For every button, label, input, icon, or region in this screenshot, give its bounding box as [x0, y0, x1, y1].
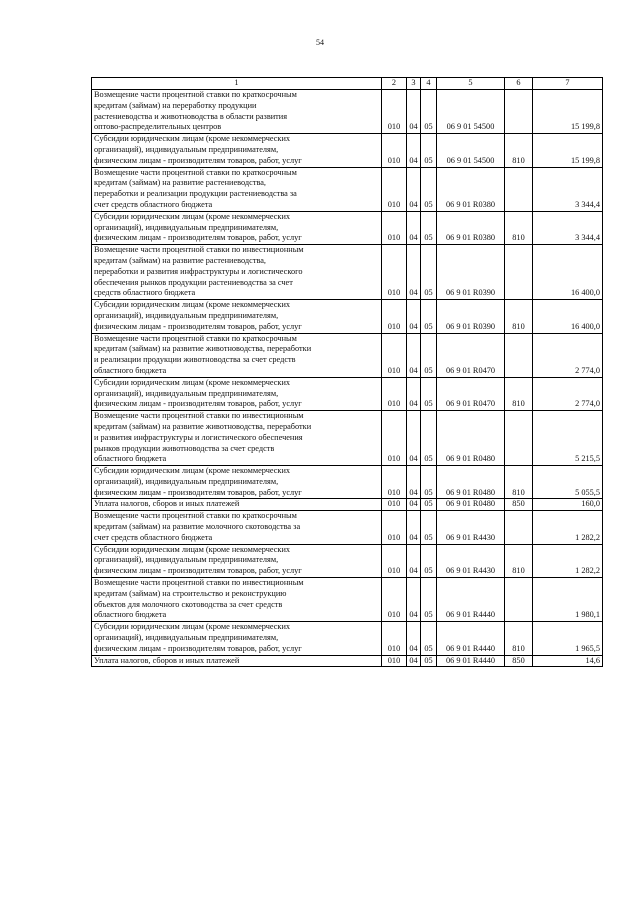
cell-ministry-code: 010	[382, 211, 407, 244]
table-header-row	[92, 78, 603, 90]
cell-subsection: 05	[421, 411, 437, 466]
cell-target-article: 06 9 01 54500	[437, 134, 505, 167]
cell-amount: 3 344,4	[533, 167, 603, 211]
description-line: организаций), индивидуальным предпринимателям,	[94, 310, 279, 320]
cell-target-article: 06 9 01 R0480	[437, 499, 505, 511]
header-cell: 2	[382, 78, 407, 90]
cell-section: 04	[407, 211, 421, 244]
cell-subsection: 05	[421, 377, 437, 410]
table-row	[92, 655, 603, 667]
description-line: областного бюджета	[94, 610, 167, 620]
cell-ministry-code: 010	[382, 511, 407, 544]
description-line: физическим лицам - производителям товаров, работ, услуг	[94, 643, 302, 653]
table-row	[92, 245, 603, 300]
cell-expense-type	[505, 333, 533, 377]
cell-amount: 15 199,8	[533, 90, 603, 134]
description-line: Субсидии юридическим лицам (кроме некоммерческих	[94, 300, 291, 310]
cell-expense-type	[505, 578, 533, 622]
cell-section: 04	[407, 300, 421, 333]
cell-description	[92, 578, 382, 622]
cell-description	[92, 300, 382, 333]
description-line: Субсидии юридическим лицам (кроме некоммерческих	[94, 211, 291, 221]
table-row	[92, 333, 603, 377]
cell-target-article: 06 9 01 R0380	[437, 167, 505, 211]
description-line: организаций), индивидуальным предпринимателям,	[94, 388, 279, 398]
cell-ministry-code: 010	[382, 167, 407, 211]
cell-expense-type	[505, 90, 533, 134]
cell-target-article: 06 9 01 R0470	[437, 333, 505, 377]
cell-amount: 5 215,5	[533, 411, 603, 466]
cell-amount: 160,0	[533, 499, 603, 511]
description-line: и развития инфраструктуры и логистического обеспечения	[94, 432, 303, 442]
description-line: Возмещение части процентной ставки по краткосрочным	[94, 90, 297, 99]
cell-target-article: 06 9 01 R0390	[437, 245, 505, 300]
cell-section: 04	[407, 578, 421, 622]
description-line: физическим лицам - производителям товаров, работ, услуг	[94, 233, 302, 243]
cell-ministry-code: 010	[382, 134, 407, 167]
cell-expense-type	[505, 245, 533, 300]
description-line: Субсидии юридическим лицам (кроме некоммерческих	[94, 622, 291, 632]
cell-description	[92, 499, 382, 511]
cell-description	[92, 466, 382, 499]
description-line: обеспечения рынков продукции растениеводства за счет	[94, 277, 293, 287]
table-row	[92, 377, 603, 410]
description-line: кредитам (займам) на развитие растениеводства,	[94, 178, 267, 188]
description-line: оптово-распределительных центров	[94, 122, 222, 132]
cell-subsection: 05	[421, 245, 437, 300]
description-line: Возмещение части процентной ставки по краткосрочным	[94, 333, 297, 343]
cell-section: 04	[407, 544, 421, 577]
cell-target-article: 06 9 01 R4430	[437, 544, 505, 577]
cell-expense-type	[505, 167, 533, 211]
description-line: организаций), индивидуальным предпринимателям,	[94, 476, 279, 486]
header-cell: 3	[407, 78, 421, 90]
description-line: растениеводства и животноводства в области развития	[94, 111, 288, 121]
description-line: счет средств областного бюджета	[94, 199, 213, 209]
cell-section: 04	[407, 377, 421, 410]
description-line: кредитам (займам) на строительство и реконструкцию	[94, 588, 287, 598]
table-row	[92, 134, 603, 167]
table-row	[92, 167, 603, 211]
table-row	[92, 511, 603, 544]
description-line: Субсидии юридическим лицам (кроме некоммерческих	[94, 377, 291, 387]
description-line: физическим лицам - производителям товаров, работ, услуг	[94, 566, 302, 576]
cell-subsection: 05	[421, 655, 437, 667]
cell-target-article: 06 9 01 54500	[437, 90, 505, 134]
description-line: Возмещение части процентной ставки по инвестиционным	[94, 245, 304, 255]
budget-table	[91, 77, 603, 667]
cell-amount: 1 282,2	[533, 511, 603, 544]
table-row	[92, 466, 603, 499]
header-cell: 7	[533, 78, 603, 90]
description-line: Субсидии юридическим лицам (кроме некоммерческих	[94, 466, 291, 476]
cell-target-article: 06 9 01 R0480	[437, 466, 505, 499]
description-line: средств областного бюджета	[94, 288, 196, 298]
cell-ministry-code: 010	[382, 411, 407, 466]
cell-amount: 16 400,0	[533, 245, 603, 300]
cell-section: 04	[407, 90, 421, 134]
description-line: Возмещение части процентной ставки по инвестиционным	[94, 578, 304, 588]
table-row	[92, 544, 603, 577]
table-row	[92, 499, 603, 511]
cell-section: 04	[407, 245, 421, 300]
cell-expense-type: 850	[505, 655, 533, 667]
cell-subsection: 05	[421, 333, 437, 377]
description-line: рынков продукции животноводства за счет средств	[94, 443, 275, 453]
cell-subsection: 05	[421, 211, 437, 244]
cell-ministry-code: 010	[382, 466, 407, 499]
description-line: физическим лицам - производителям товаров, работ, услуг	[94, 487, 302, 497]
header-cell: 1	[92, 78, 382, 90]
description-line: Уплата налогов, сборов и иных платежей	[94, 655, 240, 665]
description-line: организаций), индивидуальным предпринимателям,	[94, 144, 279, 154]
cell-target-article: 06 9 01 R4440	[437, 622, 505, 655]
cell-ministry-code: 010	[382, 333, 407, 377]
cell-amount: 5 055,5	[533, 466, 603, 499]
header-cell: 5	[437, 78, 505, 90]
cell-amount: 16 400,0	[533, 300, 603, 333]
cell-description	[92, 167, 382, 211]
cell-subsection: 05	[421, 466, 437, 499]
cell-amount: 2 774,0	[533, 333, 603, 377]
cell-section: 04	[407, 167, 421, 211]
cell-expense-type: 810	[505, 300, 533, 333]
cell-expense-type: 810	[505, 622, 533, 655]
description-line: физическим лицам - производителям товаров, работ, услуг	[94, 155, 302, 165]
cell-description	[92, 622, 382, 655]
table-row	[92, 622, 603, 655]
cell-ministry-code: 010	[382, 300, 407, 333]
header-cell: 4	[421, 78, 437, 90]
description-line: кредитам (займам) на развитие растениеводства,	[94, 255, 267, 265]
cell-description	[92, 333, 382, 377]
cell-section: 04	[407, 622, 421, 655]
cell-section: 04	[407, 511, 421, 544]
description-line: кредитам (займам) на развитие животноводства, переработки	[94, 344, 312, 354]
cell-section: 04	[407, 499, 421, 511]
cell-target-article: 06 9 01 R0480	[437, 411, 505, 466]
cell-section: 04	[407, 333, 421, 377]
cell-expense-type: 810	[505, 544, 533, 577]
description-line: Субсидии юридическим лицам (кроме некоммерческих	[94, 544, 291, 554]
cell-amount: 15 199,8	[533, 134, 603, 167]
table-row	[92, 90, 603, 134]
cell-section: 04	[407, 411, 421, 466]
description-line: Субсидии юридическим лицам (кроме некоммерческих	[94, 134, 291, 144]
cell-target-article: 06 9 01 R0380	[437, 211, 505, 244]
cell-description	[92, 544, 382, 577]
description-line: физическим лицам - производителям товаров, работ, услуг	[94, 399, 302, 409]
header-cell: 6	[505, 78, 533, 90]
description-line: Возмещение части процентной ставки по инвестиционным	[94, 411, 304, 421]
table-row	[92, 578, 603, 622]
cell-target-article: 06 9 01 R4430	[437, 511, 505, 544]
description-line: кредитам (займам) на развитие молочного скотоводства за	[94, 522, 301, 532]
cell-subsection: 05	[421, 167, 437, 211]
cell-description	[92, 90, 382, 134]
cell-description	[92, 377, 382, 410]
table-row	[92, 411, 603, 466]
cell-description	[92, 134, 382, 167]
cell-amount: 1 980,1	[533, 578, 603, 622]
cell-expense-type	[505, 511, 533, 544]
cell-ministry-code: 010	[382, 245, 407, 300]
description-line: организаций), индивидуальным предпринимателям,	[94, 633, 279, 643]
cell-ministry-code: 010	[382, 622, 407, 655]
cell-expense-type	[505, 411, 533, 466]
cell-target-article: 06 9 01 R4440	[437, 655, 505, 667]
cell-amount: 2 774,0	[533, 377, 603, 410]
cell-amount: 1 965,5	[533, 622, 603, 655]
description-line: кредитам (займам) на развитие животноводства, переработки	[94, 421, 312, 431]
cell-ministry-code: 010	[382, 655, 407, 667]
description-line: переработки и развития инфраструктуры и логистического	[94, 266, 303, 276]
description-line: кредитам (займам) на переработку продукции	[94, 100, 257, 110]
description-line: переработки и реализации продукции растениеводства за	[94, 189, 297, 199]
description-line: счет средств областного бюджета	[94, 532, 213, 542]
description-line: Возмещение части процентной ставки по краткосрочным	[94, 511, 297, 521]
table-body	[92, 90, 603, 667]
cell-description	[92, 411, 382, 466]
table-row	[92, 211, 603, 244]
cell-ministry-code: 010	[382, 90, 407, 134]
cell-subsection: 05	[421, 578, 437, 622]
cell-amount: 14,6	[533, 655, 603, 667]
cell-subsection: 05	[421, 90, 437, 134]
cell-ministry-code: 010	[382, 499, 407, 511]
cell-expense-type: 810	[505, 466, 533, 499]
cell-subsection: 05	[421, 499, 437, 511]
cell-section: 04	[407, 134, 421, 167]
cell-amount: 1 282,2	[533, 544, 603, 577]
cell-subsection: 05	[421, 134, 437, 167]
table-row	[92, 300, 603, 333]
cell-subsection: 05	[421, 300, 437, 333]
cell-description	[92, 511, 382, 544]
cell-description	[92, 245, 382, 300]
cell-expense-type: 810	[505, 134, 533, 167]
page-number: 54	[316, 38, 324, 47]
cell-ministry-code: 010	[382, 377, 407, 410]
description-line: физическим лицам - производителям товаров, работ, услуг	[94, 321, 302, 331]
cell-subsection: 05	[421, 544, 437, 577]
description-line: организаций), индивидуальным предпринимателям,	[94, 222, 279, 232]
cell-target-article: 06 9 01 R0390	[437, 300, 505, 333]
cell-section: 04	[407, 466, 421, 499]
description-line: организаций), индивидуальным предпринимателям,	[94, 555, 279, 565]
cell-target-article: 06 9 01 R4440	[437, 578, 505, 622]
description-line: областного бюджета	[94, 454, 167, 464]
cell-ministry-code: 010	[382, 578, 407, 622]
description-line: Уплата налогов, сборов и иных платежей	[94, 499, 240, 509]
cell-amount: 3 344,4	[533, 211, 603, 244]
cell-subsection: 05	[421, 622, 437, 655]
cell-expense-type: 850	[505, 499, 533, 511]
cell-target-article: 06 9 01 R0470	[437, 377, 505, 410]
cell-section: 04	[407, 655, 421, 667]
description-line: Возмещение части процентной ставки по краткосрочным	[94, 167, 297, 177]
cell-expense-type: 810	[505, 211, 533, 244]
cell-ministry-code: 010	[382, 544, 407, 577]
cell-description	[92, 655, 382, 667]
cell-description	[92, 211, 382, 244]
cell-subsection: 05	[421, 511, 437, 544]
description-line: областного бюджета	[94, 365, 167, 375]
cell-expense-type: 810	[505, 377, 533, 410]
description-line: и реализации продукции животноводства за счет средств	[94, 355, 296, 365]
description-line: объектов для молочного скотоводства за счет средств	[94, 599, 283, 609]
